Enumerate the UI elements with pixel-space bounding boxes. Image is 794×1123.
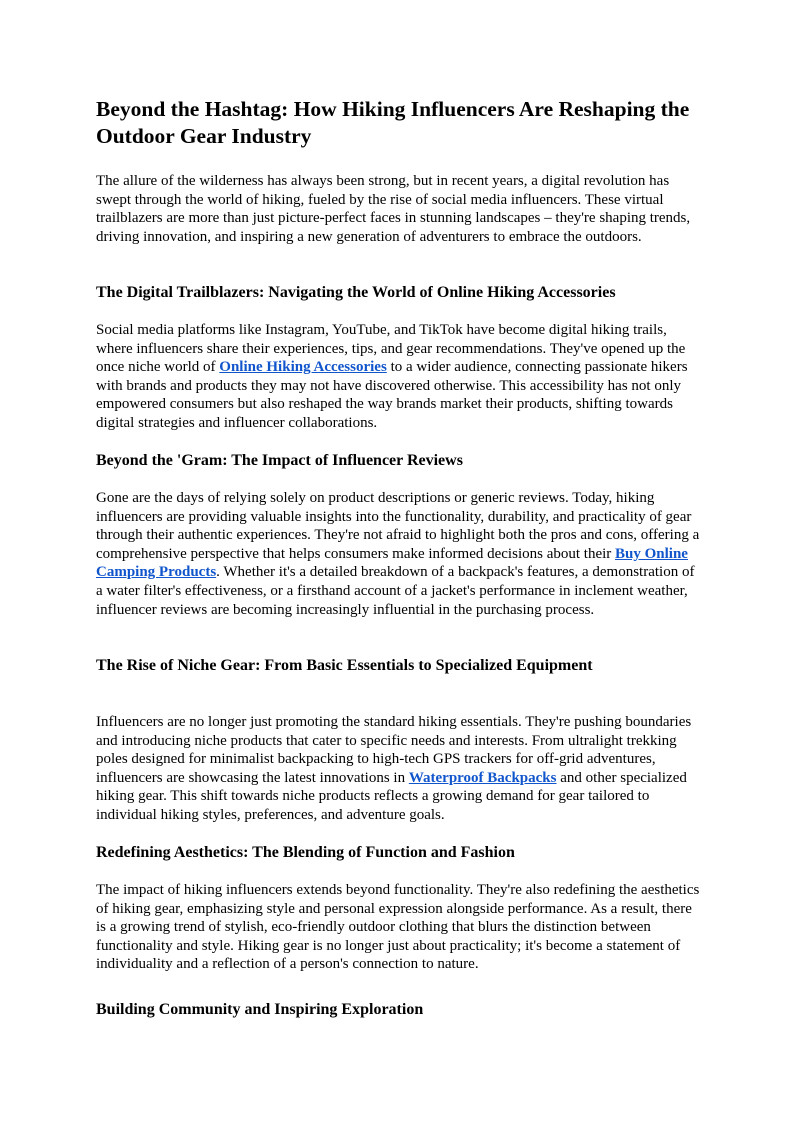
paragraph-text: Influencers are no longer just promoting the standard hiking essentials. They're pushing boundaries and introducing niche products that cater to specific needs and interests. From ultralight trekking poles designed for minimalist backpacking to high-tech GPS trackers for off-grid adventures, influencers are showcasing the latest innovations in <box>96 714 692 786</box>
paragraph-text: . Whether it's a detailed breakdown of a backpack's features, a demonstration of a water filter's effectiveness, or a firsthand account of a jacket's performance in inclement weather, influencer reviews are becoming increasingly influential in the purchasing process. <box>96 564 695 618</box>
waterproof-backpacks-link[interactable]: Waterproof Backpacks <box>408 769 557 786</box>
intro-paragraph: The allure of the wilderness has always been strong, but in recent years, a digital revolution has swept through the world of hiking, fueled by the rise of social media influencers. These virtual trailblazers are more than just picture-perfect faces in stunning landscapes – they're shaping trends, driving innovation, and inspiring a new generation of adventurers to embrace the outdoors. <box>96 173 691 245</box>
article-title: Beyond the Hashtag: How Hiking Influencers Are Reshaping the Outdoor Gear Industry <box>96 97 690 148</box>
section-heading-influencer-reviews: Beyond the 'Gram: The Impact of Influencer Reviews <box>96 452 463 469</box>
section-heading-building-community: Building Community and Inspiring Exploration <box>96 1001 424 1018</box>
section-paragraph-niche-gear <box>96 713 700 825</box>
section-paragraph-digital-trailblazers <box>96 321 700 433</box>
section-paragraph-redefining-aesthetics: The impact of hiking influencers extends beyond functionality. They're also redefining the aesthetics of hiking gear, emphasizing style and personal expression alongside performance. As a result, there is a growing trend of stylish, eco-friendly outdoor clothing that blurs the distinction between functionality and style. Hiking gear is no longer just about practicality; it's become a statement of individuality and a reflection of a person's connection to nature. <box>96 882 700 973</box>
paragraph-text: and other specialized hiking gear. This shift towards niche products reflects a growing demand for gear tailored to individual hiking styles, preferences, and adventure goals. <box>96 769 687 823</box>
section-heading-digital-trailblazers: The Digital Trailblazers: Navigating the World of Online Hiking Accessories <box>96 284 616 301</box>
online-hiking-accessories-link[interactable]: Online Hiking Accessories <box>219 359 387 376</box>
paragraph-text: Social media platforms like Instagram, YouTube, and TikTok have become digital hiking trails, where influencers share their experiences, tips, and gear recommendations. They've opened up the once niche world of <box>96 322 686 376</box>
paragraph-text: to a wider audience, connecting passionate hikers with brands and products they may not have discovered otherwise. This accessibility has not only empowered consumers but also reshaped the way brands market their products, shifting towards digital strategies and influencer collaborations. <box>96 359 688 431</box>
paragraph-text: Gone are the days of relying solely on product descriptions or generic reviews. Today, hiking influencers are providing valuable insights into the functionality, durability, and practicality of gear through their authentic experiences. They're not afraid to highlight both the pros and cons, offering a comprehensive perspective that helps consumers make informed decisions about their <box>96 490 700 562</box>
section-heading-redefining-aesthetics: Redefining Aesthetics: The Blending of Function and Fashion <box>96 844 515 861</box>
section-paragraph-influencer-reviews <box>96 489 700 619</box>
section-heading-niche-gear: The Rise of Niche Gear: From Basic Essentials to Specialized Equipment <box>96 657 593 674</box>
buy-online-camping-products-link[interactable]: Buy Online Camping Products <box>96 545 688 581</box>
